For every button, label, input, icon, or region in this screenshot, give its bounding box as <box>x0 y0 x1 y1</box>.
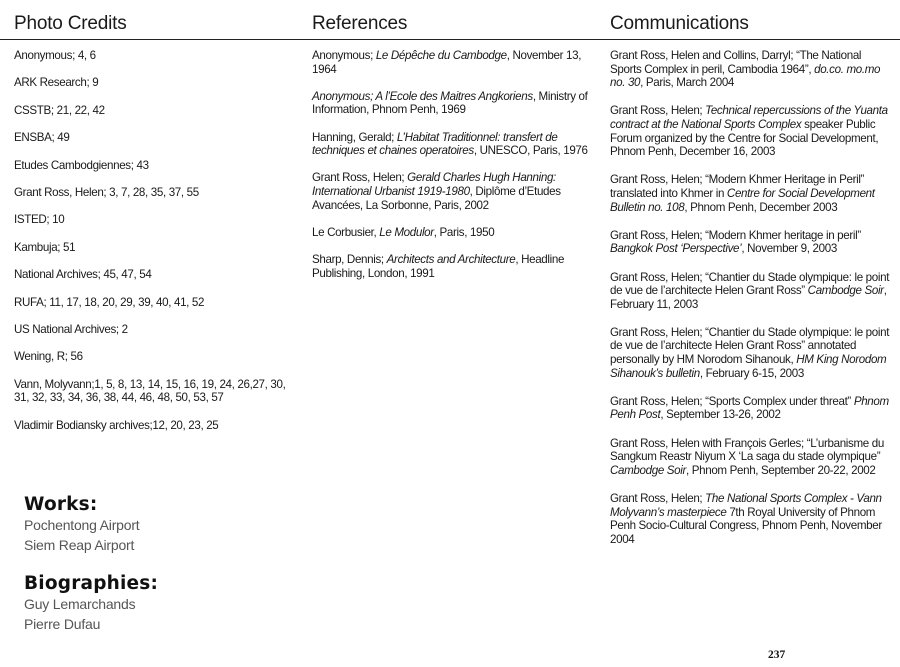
reference-entry: Le Corbusier, Le Modulor, Paris, 1950 <box>312 225 495 239</box>
biographies-item: Pierre Dufau <box>24 616 101 632</box>
credit-entry: Vladimir Bodiansky archives;12, 20, 23, 25 <box>14 418 219 432</box>
works-section <box>24 494 139 555</box>
photo-credits-heading: Photo Credits <box>14 13 127 34</box>
biographies-section <box>24 573 158 634</box>
reference-entry: Hanning, Gerald; L’Habitat Traditionnel: transfert de techniques et chaines operatoires, UNESCO, Paris, 1976 <box>312 130 588 158</box>
photo-credits-column <box>14 0 296 432</box>
reference-entry: Anonymous; Le Dépêche du Cambodge, November 13, 1964 <box>312 49 582 76</box>
communications-column <box>610 0 892 546</box>
communication-entry: Grant Ross, Helen; “Chantier du Stade olympique: le point de vue de l’architecte Helen Grant Ross” annotated personally by HM Norodom Sihanouk, HM King Norodom Sihanouk’s bulletin, February 6-15, 2003 <box>610 325 890 380</box>
credit-entry: CSSTB; 21, 22, 42 <box>14 103 105 117</box>
reference-entry: Anonymous; A l’Ecole des Maitres Angkoriens, Ministry of Information, Phnom Penh, 1969 <box>312 89 588 117</box>
communication-entry: Grant Ross, Helen with François Gerles; “L’urbanisme du Sangkum Reastr Niyum X ‘La saga du stade olympique” Cambodge Soir, Phnom Penh, September 20-22, 2002 <box>610 436 884 477</box>
header-rule <box>0 39 900 40</box>
communication-entry: Grant Ross, Helen; “Modern Khmer heritage in peril” Bangkok Post ‘Perspective’, November 9, 2003 <box>610 228 861 256</box>
references-column <box>312 0 596 280</box>
page-number: 237 <box>768 649 786 661</box>
credit-entry: ISTED; 10 <box>14 213 65 227</box>
credit-entry: National Archives; 45, 47, 54 <box>14 268 152 282</box>
works-item: Siem Reap Airport <box>24 537 135 553</box>
works-item: Pochentong Airport <box>24 517 140 533</box>
biographies-heading: Biographies: <box>24 573 159 594</box>
reference-entry: Grant Ross, Helen; Gerald Charles Hugh Hanning: International Urbanist 1919-1980, Diplôme d’Etudes Avancées, La Sorbonne, Paris, 2002 <box>312 171 561 212</box>
communication-entry: Grant Ross, Helen; “Modern Khmer Heritage in Peril” translated into Khmer in Centre for Social Development Bulletin no. 108, Phnom Penh, December 2003 <box>610 173 875 214</box>
communication-entry: Grant Ross, Helen; The National Sports Complex - Vann Molyvann’s masterpiece 7th Royal University of Phnom Penh Socio-Cultural Congress, Phnom Penh, November 2004 <box>610 492 882 546</box>
credit-entry: Grant Ross, Helen; 3, 7, 28, 35, 37, 55 <box>14 185 199 199</box>
credit-entry: Vann, Molyvann;1, 5, 8, 13, 14, 15, 16, 19, 24, 26,27, 30, 31, 32, 33, 34, 36, 38, 44, 46, 48, 50, 53, 57 <box>14 377 286 405</box>
reference-entry: Sharp, Dennis; Architects and Architecture, Headline Publishing, London, 1991 <box>312 252 565 280</box>
works-heading: Works: <box>24 494 98 515</box>
communication-entry: Grant Ross, Helen; “Sports Complex under threat” Phnom Penh Post, September 13-26, 2002 <box>610 394 889 422</box>
communication-entry: Grant Ross, Helen; “Chantier du Stade olympique: le point de vue de l’architecte Helen Grant Ross” Cambodge Soir, February 11, 2003 <box>610 270 890 311</box>
biographies-item: Guy Lemarchands <box>24 596 136 612</box>
credit-entry: ARK Research; 9 <box>14 76 99 90</box>
communications-heading: Communications <box>610 13 749 34</box>
credit-entry: US National Archives; 2 <box>14 322 128 336</box>
references-heading: References <box>312 13 408 34</box>
credit-entry: Anonymous; 4, 6 <box>14 49 96 62</box>
communication-entry: Grant Ross, Helen; Technical repercussions of the Yuanta contract at the National Sports Complex speaker Public Forum organized by the Centre for Social Development, Phnom Penh, December 16, 2003 <box>610 104 888 159</box>
credit-entry: Kambuja; 51 <box>14 240 76 254</box>
communication-entry: Grant Ross, Helen and Collins, Darryl; “The National Sports Complex in peril, Cambodia 1964”, do.co. mo.mo no. 30, Paris, March 2004 <box>610 49 881 90</box>
credit-entry: Etudes Cambodgiennes; 43 <box>14 158 149 172</box>
credit-entry: Wening, R; 56 <box>14 350 83 364</box>
credit-entry: ENSBA; 49 <box>14 131 70 145</box>
credit-entry: RUFA; 11, 17, 18, 20, 29, 39, 40, 41, 52 <box>14 295 205 309</box>
